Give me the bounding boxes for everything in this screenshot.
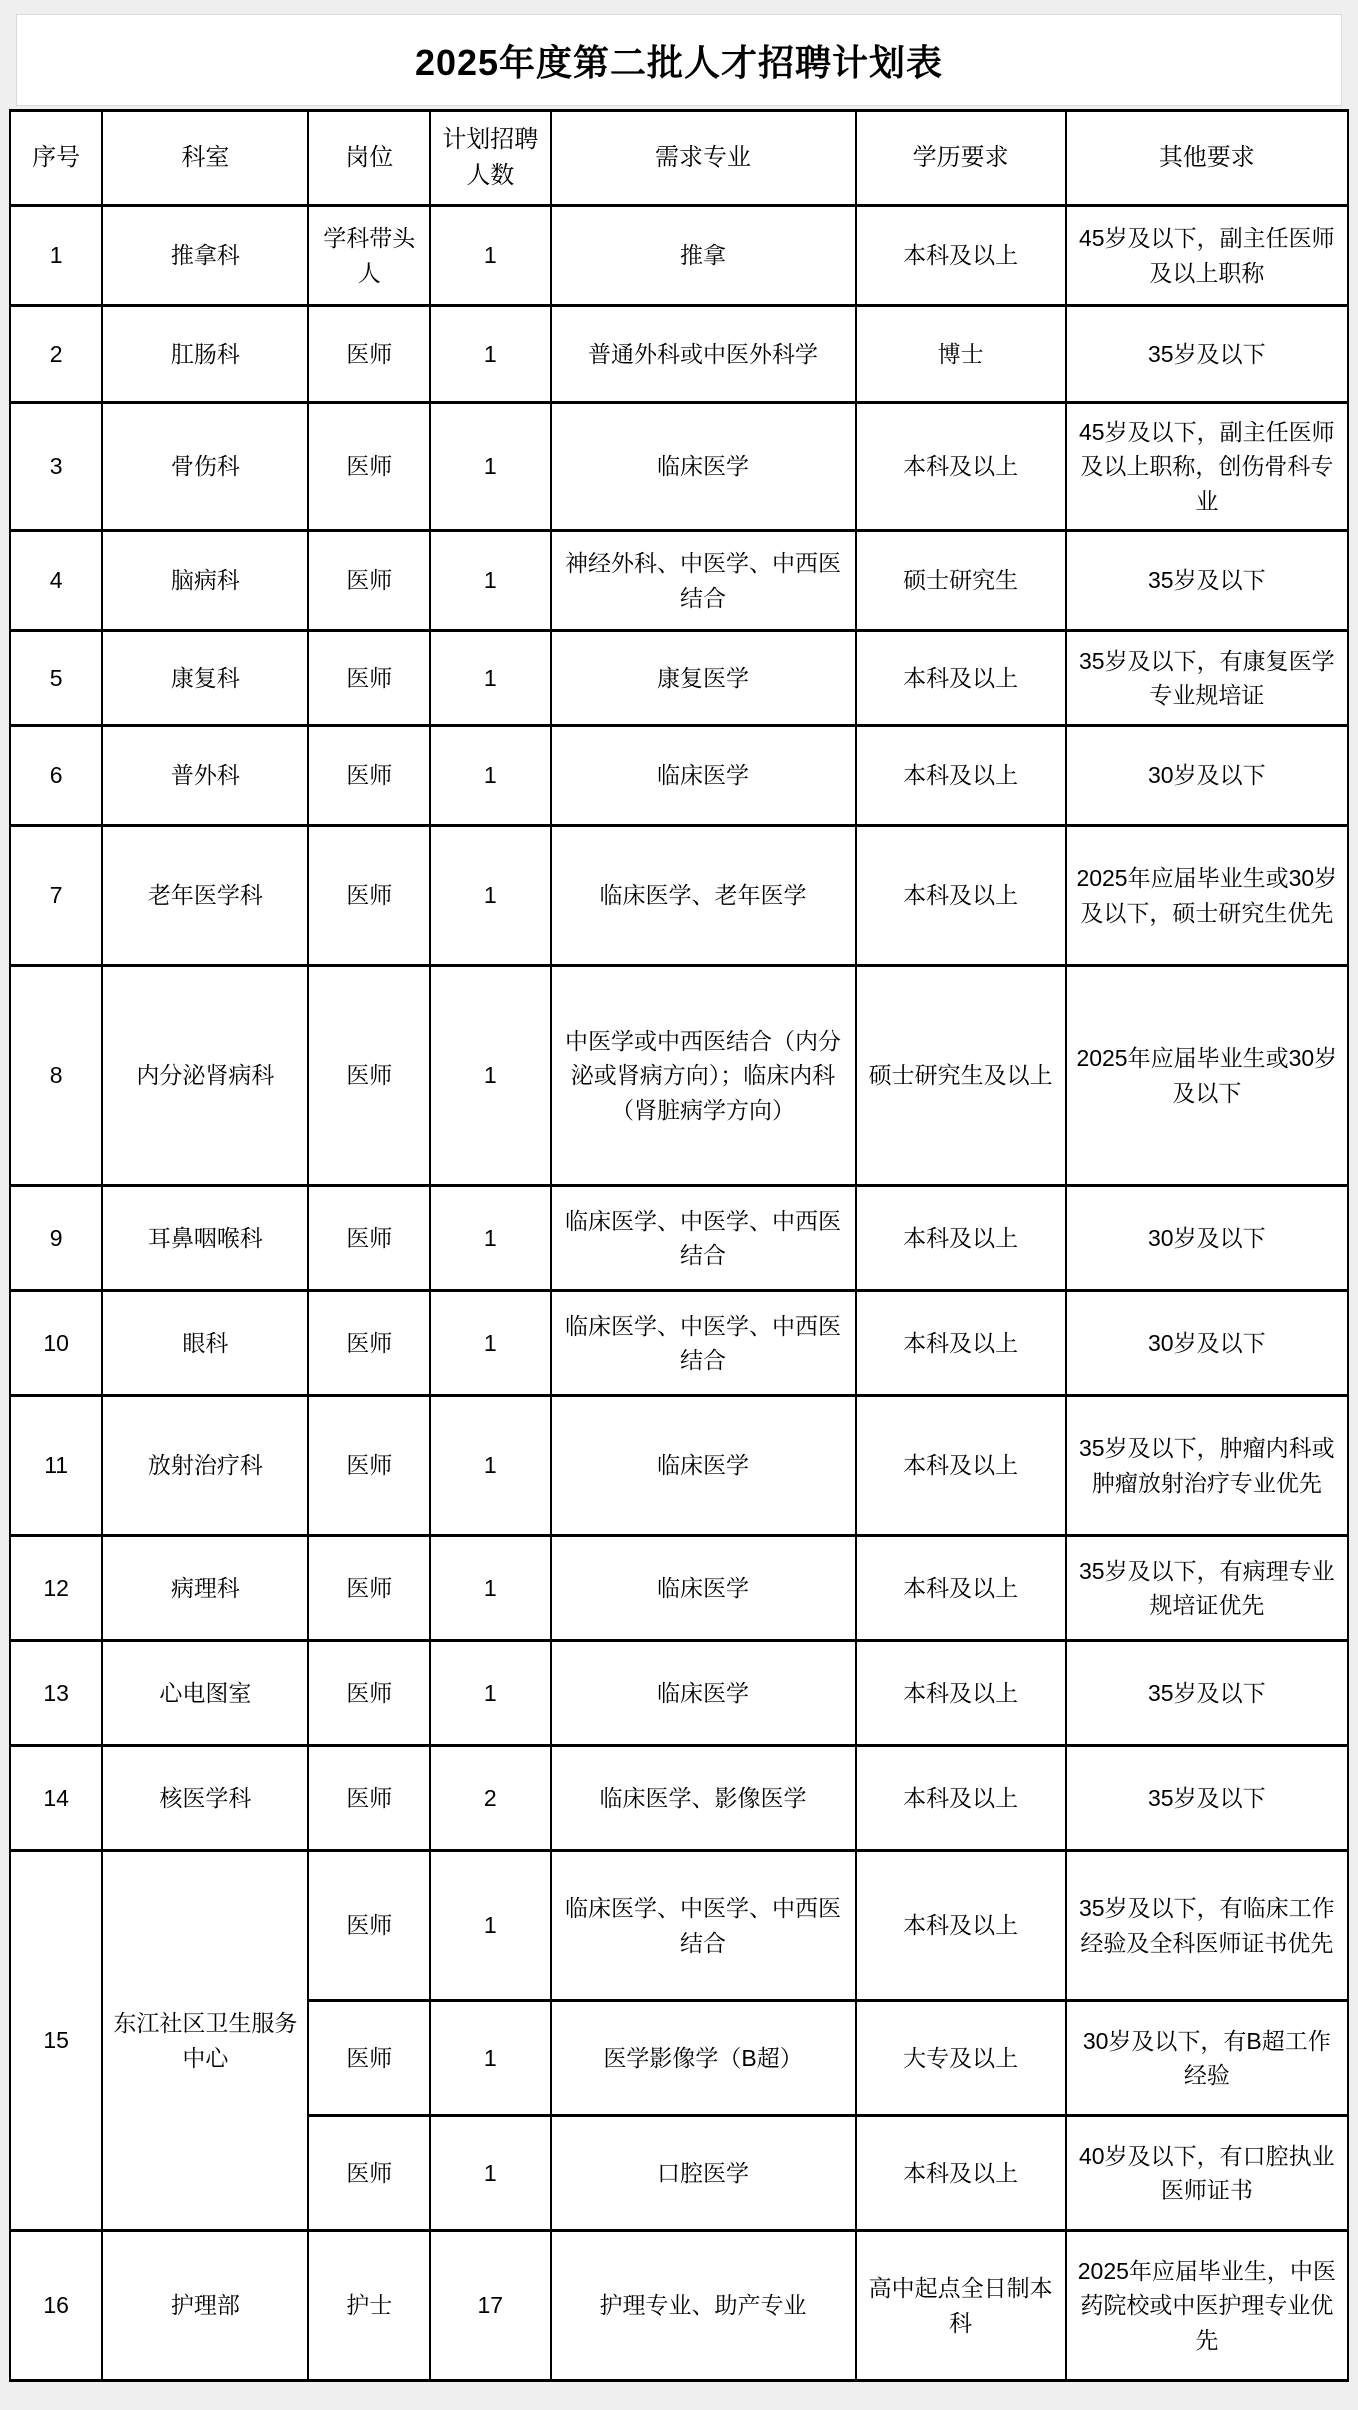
cell-required-major: 普通外科或中医外科学 [551, 306, 856, 403]
cell-department: 骨伤科 [102, 403, 308, 531]
cell-other-requirements: 35岁及以下 [1066, 531, 1348, 631]
cell-position: 医师 [308, 1396, 430, 1536]
cell-row-number: 5 [10, 631, 102, 726]
cell-planned-count: 1 [430, 531, 550, 631]
cell-row-number: 8 [10, 966, 102, 1186]
cell-education-requirement: 博士 [856, 306, 1066, 403]
cell-required-major: 医学影像学（B超） [551, 2001, 856, 2116]
cell-other-requirements: 35岁及以下 [1066, 1641, 1348, 1746]
cell-planned-count: 17 [430, 2231, 550, 2381]
cell-department: 推拿科 [102, 206, 308, 306]
cell-row-number: 2 [10, 306, 102, 403]
cell-department: 内分泌肾病科 [102, 966, 308, 1186]
cell-education-requirement: 硕士研究生及以上 [856, 966, 1066, 1186]
cell-other-requirements: 2025年应届毕业生或30岁及以下，硕士研究生优先 [1066, 826, 1348, 966]
cell-education-requirement: 本科及以上 [856, 1536, 1066, 1641]
cell-position: 医师 [308, 531, 430, 631]
cell-education-requirement: 硕士研究生 [856, 531, 1066, 631]
cell-row-number: 15 [10, 1851, 102, 2231]
cell-department: 眼科 [102, 1291, 308, 1396]
cell-required-major: 临床医学 [551, 403, 856, 531]
table-row [10, 403, 1348, 531]
cell-position: 学科带头人 [308, 206, 430, 306]
cell-required-major: 临床医学 [551, 1536, 856, 1641]
column-header-no: 序号 [10, 111, 102, 206]
table-row [10, 1746, 1348, 1851]
cell-planned-count: 1 [430, 966, 550, 1186]
cell-other-requirements: 45岁及以下，副主任医师及以上职称，创伤骨科专业 [1066, 403, 1348, 531]
cell-education-requirement: 大专及以上 [856, 2001, 1066, 2116]
cell-planned-count: 1 [430, 2001, 550, 2116]
cell-other-requirements: 2025年应届毕业生，中医药院校或中医护理专业优先 [1066, 2231, 1348, 2381]
cell-department: 肛肠科 [102, 306, 308, 403]
cell-position: 医师 [308, 1641, 430, 1746]
cell-other-requirements: 30岁及以下 [1066, 726, 1348, 826]
cell-planned-count: 1 [430, 1536, 550, 1641]
column-header-edu: 学历要求 [856, 111, 1066, 206]
cell-required-major: 临床医学 [551, 1641, 856, 1746]
cell-education-requirement: 本科及以上 [856, 403, 1066, 531]
cell-education-requirement: 本科及以上 [856, 631, 1066, 726]
cell-other-requirements: 35岁及以下 [1066, 1746, 1348, 1851]
cell-planned-count: 1 [430, 206, 550, 306]
table-row [10, 2231, 1348, 2381]
cell-department: 放射治疗科 [102, 1396, 308, 1536]
table-row [10, 1641, 1348, 1746]
cell-position: 医师 [308, 2116, 430, 2231]
cell-other-requirements: 30岁及以下 [1066, 1186, 1348, 1291]
column-header-dept: 科室 [102, 111, 308, 206]
table-row [10, 826, 1348, 966]
table-header-row [10, 111, 1348, 206]
column-header-post: 岗位 [308, 111, 430, 206]
cell-department: 普外科 [102, 726, 308, 826]
table-row [10, 531, 1348, 631]
recruitment-plan-table [9, 109, 1349, 2382]
cell-row-number: 7 [10, 826, 102, 966]
cell-required-major: 康复医学 [551, 631, 856, 726]
cell-other-requirements: 40岁及以下，有口腔执业医师证书 [1066, 2116, 1348, 2231]
cell-department: 康复科 [102, 631, 308, 726]
cell-other-requirements: 2025年应届毕业生或30岁及以下 [1066, 966, 1348, 1186]
cell-other-requirements: 30岁及以下，有B超工作经验 [1066, 2001, 1348, 2116]
cell-education-requirement: 本科及以上 [856, 826, 1066, 966]
table-row [10, 1536, 1348, 1641]
cell-planned-count: 1 [430, 1851, 550, 2001]
cell-required-major: 护理专业、助产专业 [551, 2231, 856, 2381]
cell-department: 耳鼻咽喉科 [102, 1186, 308, 1291]
cell-position: 护士 [308, 2231, 430, 2381]
cell-position: 医师 [308, 403, 430, 531]
cell-row-number: 16 [10, 2231, 102, 2381]
cell-education-requirement: 本科及以上 [856, 2116, 1066, 2231]
cell-row-number: 4 [10, 531, 102, 631]
cell-position: 医师 [308, 726, 430, 826]
table-row [10, 1291, 1348, 1396]
cell-department: 老年医学科 [102, 826, 308, 966]
cell-department: 护理部 [102, 2231, 308, 2381]
cell-position: 医师 [308, 1291, 430, 1396]
cell-required-major: 神经外科、中医学、中西医结合 [551, 531, 856, 631]
cell-row-number: 12 [10, 1536, 102, 1641]
cell-other-requirements: 35岁及以下，有康复医学专业规培证 [1066, 631, 1348, 726]
cell-education-requirement: 本科及以上 [856, 1186, 1066, 1291]
cell-planned-count: 1 [430, 1186, 550, 1291]
cell-planned-count: 1 [430, 826, 550, 966]
table-row [10, 206, 1348, 306]
cell-required-major: 推拿 [551, 206, 856, 306]
cell-planned-count: 1 [430, 726, 550, 826]
cell-department: 核医学科 [102, 1746, 308, 1851]
cell-required-major: 临床医学 [551, 726, 856, 826]
cell-education-requirement: 本科及以上 [856, 206, 1066, 306]
table-row [10, 1186, 1348, 1291]
cell-position: 医师 [308, 631, 430, 726]
cell-education-requirement: 本科及以上 [856, 1851, 1066, 2001]
cell-row-number: 3 [10, 403, 102, 531]
cell-other-requirements: 35岁及以下，有临床工作经验及全科医师证书优先 [1066, 1851, 1348, 2001]
cell-planned-count: 1 [430, 631, 550, 726]
cell-education-requirement: 本科及以上 [856, 1641, 1066, 1746]
cell-required-major: 中医学或中西医结合（内分泌或肾病方向）；临床内科（肾脏病学方向） [551, 966, 856, 1186]
cell-required-major: 临床医学、中医学、中西医结合 [551, 1851, 856, 2001]
cell-planned-count: 2 [430, 1746, 550, 1851]
cell-required-major: 临床医学、中医学、中西医结合 [551, 1291, 856, 1396]
cell-required-major: 临床医学 [551, 1396, 856, 1536]
cell-row-number: 13 [10, 1641, 102, 1746]
cell-planned-count: 1 [430, 403, 550, 531]
table-row [10, 1396, 1348, 1536]
cell-row-number: 14 [10, 1746, 102, 1851]
table-row [10, 966, 1348, 1186]
cell-other-requirements: 35岁及以下 [1066, 306, 1348, 403]
cell-department: 东江社区卫生服务中心 [102, 1851, 308, 2231]
cell-department: 病理科 [102, 1536, 308, 1641]
table-row [10, 1851, 1348, 2001]
cell-other-requirements: 45岁及以下，副主任医师及以上职称 [1066, 206, 1348, 306]
table-row [10, 631, 1348, 726]
cell-position: 医师 [308, 826, 430, 966]
cell-position: 医师 [308, 1851, 430, 2001]
column-header-major: 需求专业 [551, 111, 856, 206]
cell-education-requirement: 本科及以上 [856, 1396, 1066, 1536]
cell-position: 医师 [308, 966, 430, 1186]
cell-row-number: 11 [10, 1396, 102, 1536]
table-row [10, 306, 1348, 403]
column-header-other: 其他要求 [1066, 111, 1348, 206]
cell-planned-count: 1 [430, 1641, 550, 1746]
cell-education-requirement: 高中起点全日制本科 [856, 2231, 1066, 2381]
cell-other-requirements: 35岁及以下，肿瘤内科或肿瘤放射治疗专业优先 [1066, 1396, 1348, 1536]
cell-row-number: 6 [10, 726, 102, 826]
cell-required-major: 临床医学、影像医学 [551, 1746, 856, 1851]
title-block [16, 14, 1342, 106]
cell-other-requirements: 30岁及以下 [1066, 1291, 1348, 1396]
cell-education-requirement: 本科及以上 [856, 1291, 1066, 1396]
cell-required-major: 临床医学、老年医学 [551, 826, 856, 966]
cell-planned-count: 1 [430, 1291, 550, 1396]
table-row [10, 726, 1348, 826]
cell-other-requirements: 35岁及以下，有病理专业规培证优先 [1066, 1536, 1348, 1641]
cell-position: 医师 [308, 1536, 430, 1641]
cell-department: 心电图室 [102, 1641, 308, 1746]
cell-position: 医师 [308, 306, 430, 403]
cell-row-number: 1 [10, 206, 102, 306]
column-header-count: 计划招聘人数 [430, 111, 550, 206]
page-title: 2025年度第二批人才招聘计划表 [414, 41, 944, 83]
cell-planned-count: 1 [430, 1396, 550, 1536]
cell-planned-count: 1 [430, 2116, 550, 2231]
cell-planned-count: 1 [430, 306, 550, 403]
cell-row-number: 10 [10, 1291, 102, 1396]
cell-education-requirement: 本科及以上 [856, 1746, 1066, 1851]
cell-department: 脑病科 [102, 531, 308, 631]
cell-required-major: 口腔医学 [551, 2116, 856, 2231]
cell-position: 医师 [308, 1186, 430, 1291]
cell-position: 医师 [308, 2001, 430, 2116]
cell-required-major: 临床医学、中医学、中西医结合 [551, 1186, 856, 1291]
cell-position: 医师 [308, 1746, 430, 1851]
cell-education-requirement: 本科及以上 [856, 726, 1066, 826]
cell-row-number: 9 [10, 1186, 102, 1291]
